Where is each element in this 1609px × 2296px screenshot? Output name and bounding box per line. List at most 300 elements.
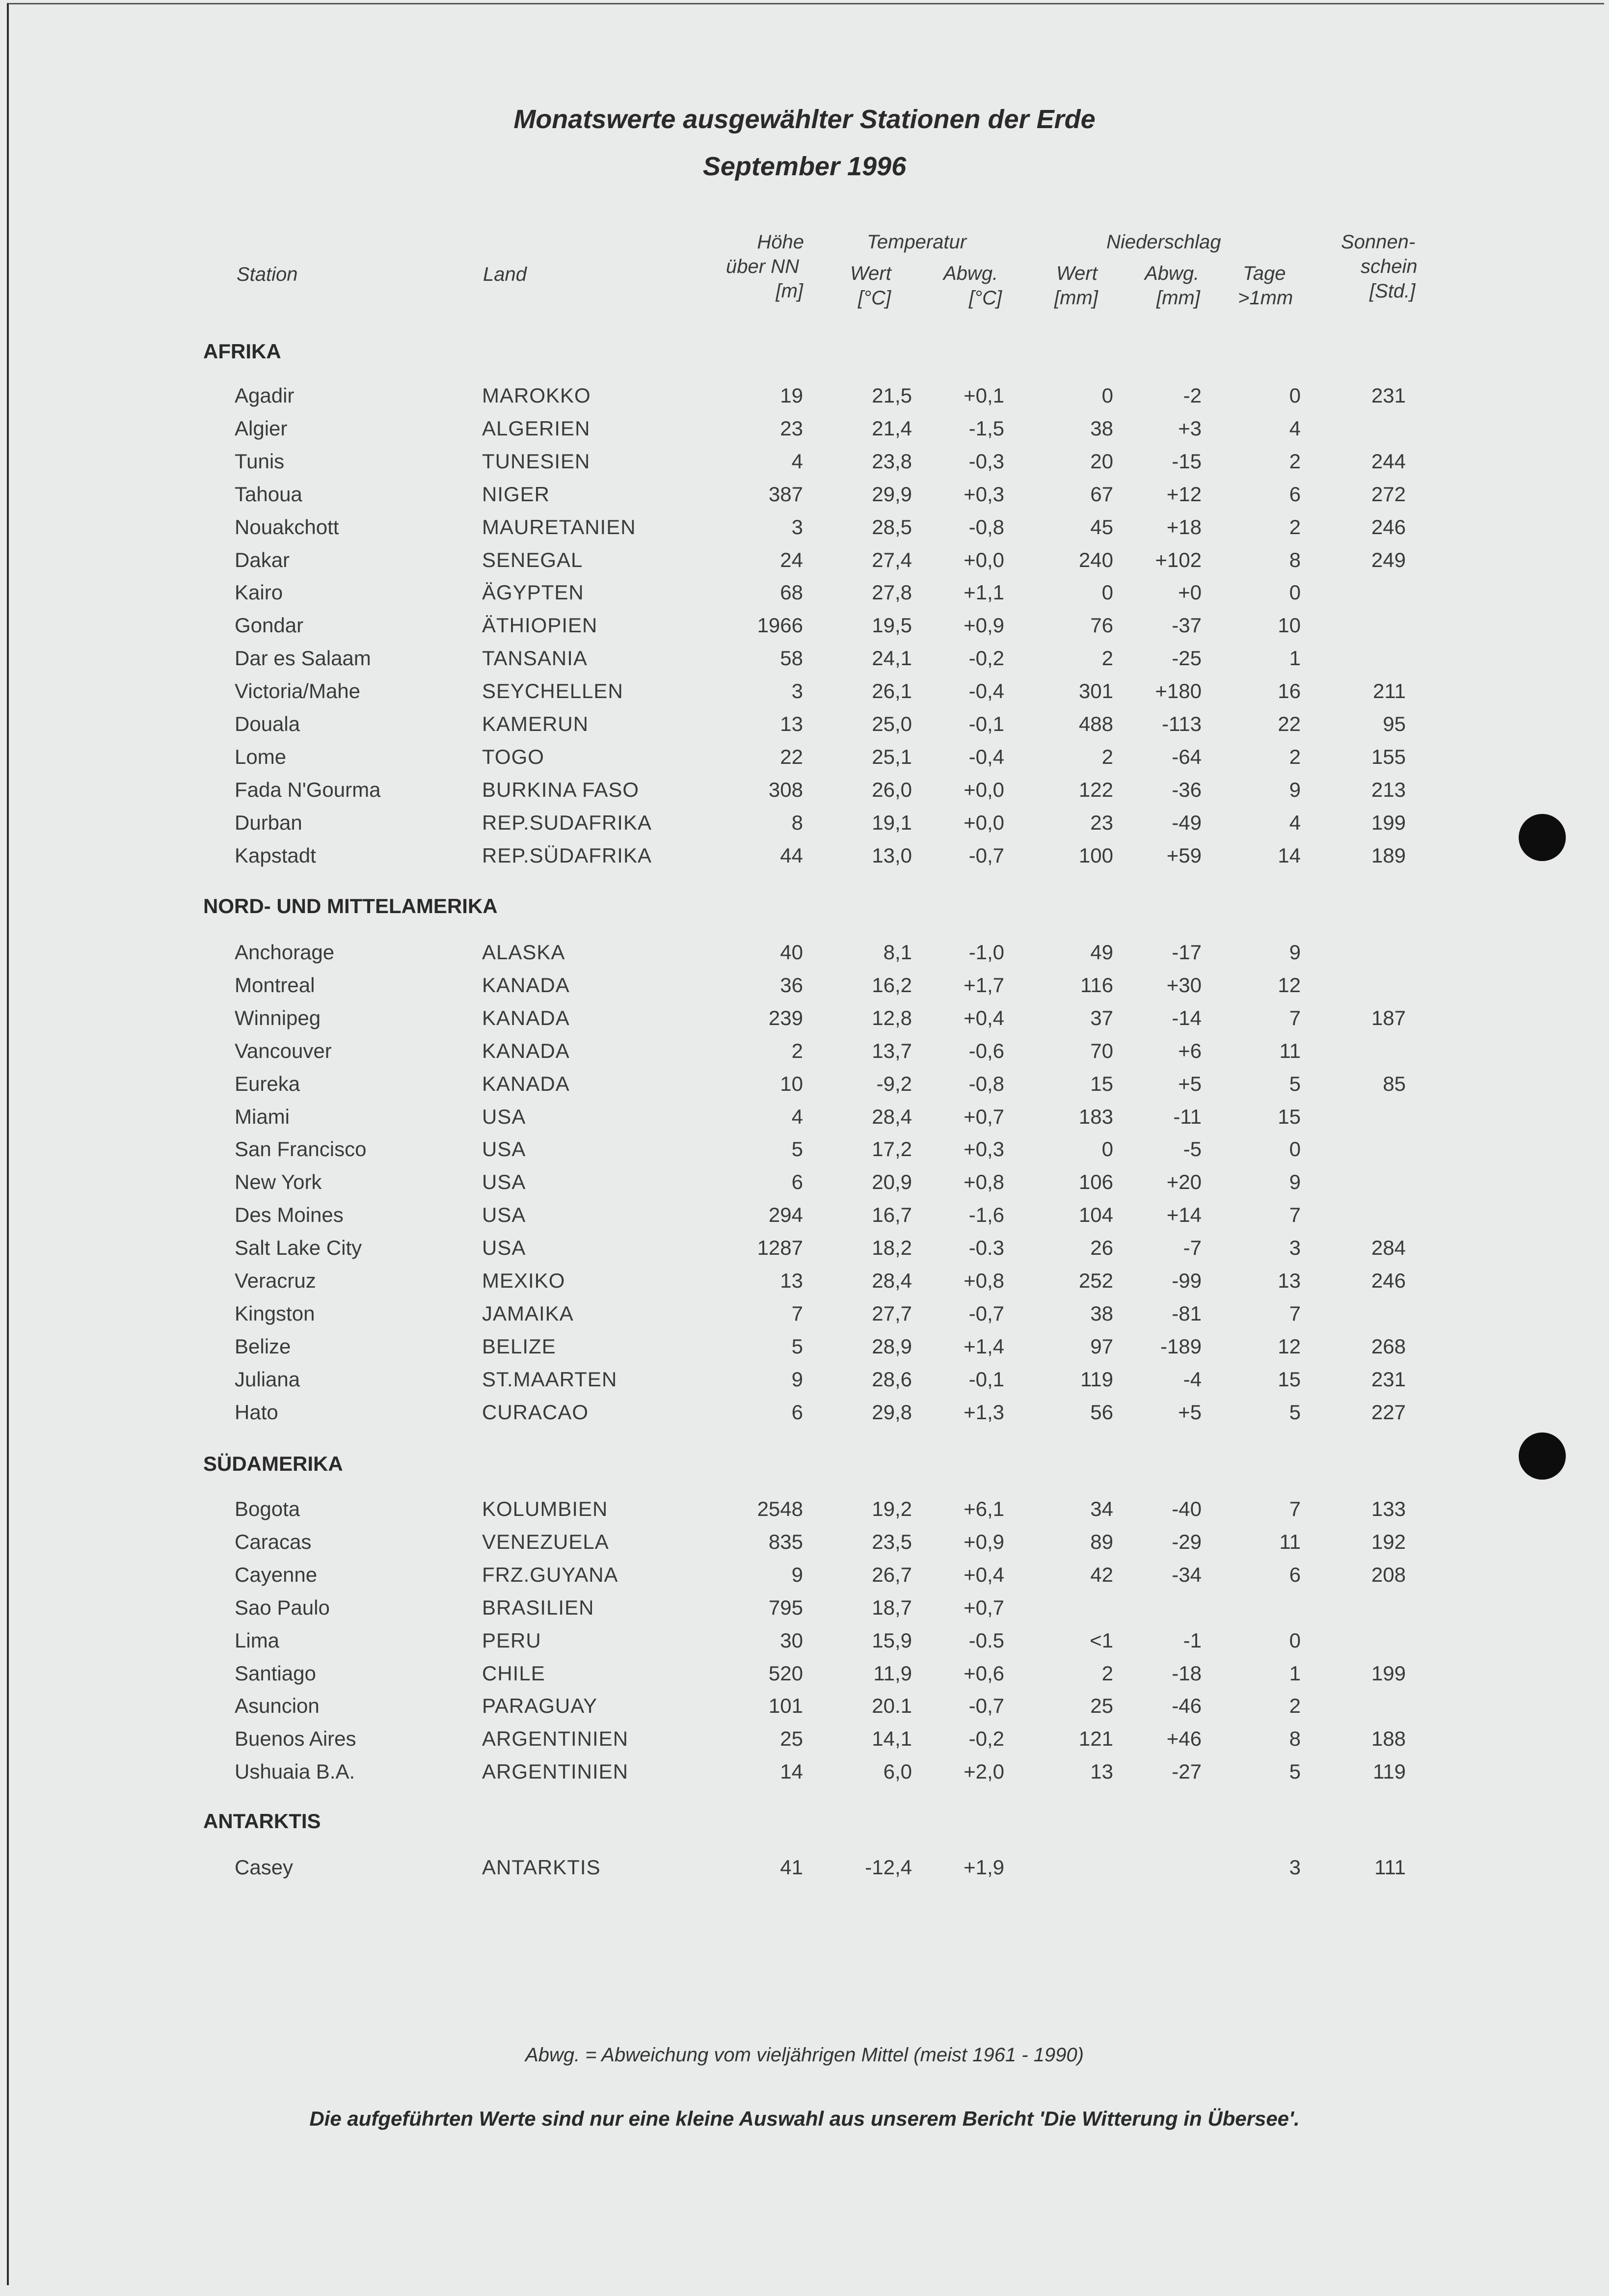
rain-days: 9: [1289, 941, 1301, 964]
table-row: [0, 1727, 1609, 1759]
table-row: [0, 1236, 1609, 1269]
temp-value: 20.1: [872, 1694, 912, 1717]
precip-value: 38: [1090, 1302, 1113, 1325]
rain-days: 5: [1289, 1072, 1301, 1095]
sunshine-hours: 199: [1371, 811, 1406, 834]
table-row: [0, 1170, 1609, 1203]
station-name: Dakar: [235, 548, 290, 571]
precip-value: 42: [1090, 1563, 1113, 1586]
temp-value: 27,8: [872, 581, 912, 604]
precip-value: 67: [1090, 483, 1113, 506]
table-row: [0, 1596, 1609, 1628]
altitude: 22: [780, 745, 803, 768]
temp-deviation: +1,9: [964, 1856, 1004, 1879]
temp-value: 20,9: [872, 1170, 912, 1193]
rain-days: 4: [1289, 811, 1301, 834]
precip-deviation: -34: [1172, 1563, 1202, 1586]
table-row: [0, 417, 1609, 449]
altitude: 1287: [757, 1236, 803, 1259]
temp-value: 8,1: [883, 941, 912, 964]
sunshine-hours: 95: [1383, 712, 1406, 735]
station-name: Sao Paulo: [235, 1596, 330, 1619]
temp-deviation: -0,4: [968, 745, 1004, 768]
header-land: Land: [483, 264, 527, 285]
table-row: [0, 1203, 1609, 1236]
temp-value: 25,0: [872, 712, 912, 735]
precip-value: 56: [1090, 1401, 1113, 1424]
country: USA: [482, 1203, 526, 1226]
altitude: 8: [791, 811, 803, 834]
region-heading: ANTARKTIS: [203, 1810, 321, 1833]
rain-days: 16: [1278, 679, 1301, 702]
table-row: [0, 581, 1609, 613]
rain-days: 6: [1289, 1563, 1301, 1586]
rain-days: 7: [1289, 1497, 1301, 1520]
table-row: [0, 1760, 1609, 1792]
temp-deviation: +0,7: [964, 1596, 1004, 1619]
temp-value: 19,5: [872, 614, 912, 637]
table-row: [0, 483, 1609, 515]
precip-deviation: -5: [1183, 1137, 1202, 1161]
rain-days: 7: [1289, 1006, 1301, 1029]
temp-value: 28,9: [872, 1335, 912, 1358]
table-row: [0, 1694, 1609, 1727]
country: PARAGUAY: [482, 1694, 598, 1717]
temp-deviation: +0,8: [964, 1269, 1004, 1292]
station-name: Lome: [235, 745, 287, 768]
temp-value: -9,2: [876, 1072, 912, 1095]
precip-value: 240: [1078, 548, 1113, 571]
country: TANSANIA: [482, 647, 588, 670]
precip-value: 106: [1078, 1170, 1113, 1193]
altitude: 795: [768, 1596, 803, 1619]
region-heading: NORD- UND MITTELAMERIKA: [203, 894, 498, 918]
altitude: 294: [768, 1203, 803, 1226]
altitude: 835: [768, 1530, 803, 1553]
rain-days: 15: [1278, 1105, 1301, 1128]
rain-days: 3: [1289, 1856, 1301, 1879]
precip-deviation: -36: [1172, 778, 1202, 801]
temp-deviation: +1,7: [964, 973, 1004, 997]
table-row: [0, 450, 1609, 482]
temp-value: 15,9: [872, 1629, 912, 1652]
precip-deviation: -14: [1172, 1006, 1202, 1029]
temp-value: 29,9: [872, 483, 912, 506]
altitude: 101: [768, 1694, 803, 1717]
precip-deviation: -15: [1172, 450, 1202, 473]
table-row: [0, 1006, 1609, 1039]
table-row: [0, 973, 1609, 1006]
temp-value: 16,2: [872, 973, 912, 997]
table-row: [0, 384, 1609, 416]
region-heading: AFRIKA: [203, 340, 281, 363]
precip-deviation: -29: [1172, 1530, 1202, 1553]
temp-deviation: -0.5: [968, 1629, 1004, 1652]
temp-value: 26,1: [872, 679, 912, 702]
precip-deviation: +20: [1166, 1170, 1202, 1193]
country: BURKINA FASO: [482, 778, 640, 801]
country: SENEGAL: [482, 548, 583, 571]
table-row: [0, 941, 1609, 973]
remark: Die aufgeführten Werte sind nur eine kleine Auswahl aus unserem Bericht 'Die Witterung in Übersee'.: [309, 2107, 1300, 2130]
precip-deviation: +5: [1178, 1401, 1202, 1424]
precip-value: 26: [1090, 1236, 1113, 1259]
temp-deviation: -0,8: [968, 1072, 1004, 1095]
sunshine-hours: 111: [1374, 1856, 1406, 1879]
table-row: [0, 1629, 1609, 1661]
altitude: 3: [791, 679, 803, 702]
country: ST.MAARTEN: [482, 1368, 617, 1391]
precip-value: 23: [1090, 811, 1113, 834]
temp-value: 14,1: [872, 1727, 912, 1750]
temp-deviation: +0,3: [964, 1137, 1004, 1161]
altitude: 58: [780, 647, 803, 670]
precip-value: 45: [1090, 515, 1113, 539]
rain-days: 4: [1289, 417, 1301, 440]
rain-days: 7: [1289, 1203, 1301, 1226]
precip-value: 2: [1101, 745, 1113, 768]
temp-deviation: -1,6: [968, 1203, 1004, 1226]
temp-value: 24,1: [872, 647, 912, 670]
country: ÄTHIOPIEN: [482, 614, 598, 637]
altitude: 2548: [757, 1497, 803, 1520]
rain-days: 2: [1289, 450, 1301, 473]
header-temp-wert-2: [°C]: [858, 287, 891, 309]
rain-days: 2: [1289, 745, 1301, 768]
precip-deviation: +59: [1166, 844, 1202, 867]
country: PERU: [482, 1629, 541, 1652]
table-row: [0, 1530, 1609, 1563]
temp-deviation: +1,3: [964, 1401, 1004, 1424]
temp-value: 28,6: [872, 1368, 912, 1391]
temp-value: 21,5: [872, 384, 912, 407]
altitude: 30: [780, 1629, 803, 1652]
precip-deviation: -11: [1173, 1105, 1202, 1128]
table-row: [0, 844, 1609, 876]
table-row: [0, 614, 1609, 646]
temp-deviation: +0,0: [964, 778, 1004, 801]
table-row: [0, 1269, 1609, 1301]
country: KANADA: [482, 1072, 570, 1095]
temp-deviation: +0,4: [964, 1563, 1004, 1586]
header-sonne-3: [Std.]: [1369, 280, 1416, 302]
temp-value: 18,2: [872, 1236, 912, 1259]
temp-deviation: +0,0: [964, 811, 1004, 834]
table-row: [0, 1137, 1609, 1170]
temp-deviation: -0,1: [968, 712, 1004, 735]
precip-value: 121: [1078, 1727, 1113, 1750]
rain-days: 0: [1289, 1629, 1301, 1652]
table-row: [0, 1856, 1609, 1888]
precip-value: 116: [1080, 973, 1113, 997]
precip-value: 15: [1090, 1072, 1113, 1095]
precip-value: 34: [1090, 1497, 1113, 1520]
precip-deviation: -37: [1172, 614, 1202, 637]
country: ARGENTINIEN: [482, 1760, 629, 1783]
sunshine-hours: 227: [1371, 1401, 1406, 1424]
precip-deviation: +5: [1178, 1072, 1202, 1095]
country: ARGENTINIEN: [482, 1727, 629, 1750]
temp-value: 28,4: [872, 1269, 912, 1292]
country: REP.SUDAFRIKA: [482, 811, 652, 834]
station-name: Veracruz: [235, 1269, 316, 1292]
country: TOGO: [482, 745, 544, 768]
country: KANADA: [482, 1006, 570, 1029]
precip-value: <1: [1090, 1629, 1113, 1652]
rain-days: 10: [1278, 614, 1301, 637]
altitude: 24: [780, 548, 803, 571]
station-name: Victoria/Mahe: [235, 679, 361, 702]
rain-days: 9: [1289, 1170, 1301, 1193]
altitude: 1966: [757, 614, 803, 637]
table-row: [0, 1401, 1609, 1433]
country: TUNESIEN: [482, 450, 590, 473]
temp-value: 23,8: [872, 450, 912, 473]
station-name: Bogota: [235, 1497, 300, 1520]
station-name: Algier: [235, 417, 288, 440]
country: USA: [482, 1236, 526, 1259]
temp-deviation: -0,7: [968, 844, 1004, 867]
country: KANADA: [482, 973, 570, 997]
precip-value: 20: [1090, 450, 1113, 473]
header-temp-abwg-1: Abwg.: [943, 263, 998, 284]
document-title: Monatswerte ausgewählter Stationen der Erde: [513, 105, 1096, 134]
altitude: 9: [791, 1563, 803, 1586]
rain-days: 11: [1279, 1530, 1301, 1553]
temp-deviation: -0,4: [968, 679, 1004, 702]
precip-deviation: -25: [1172, 647, 1202, 670]
altitude: 40: [780, 941, 803, 964]
table-row: [0, 647, 1609, 679]
temp-deviation: +0,9: [964, 1530, 1004, 1553]
country: REP.SÜDAFRIKA: [482, 844, 652, 867]
precip-deviation: -7: [1183, 1236, 1202, 1259]
altitude: 6: [791, 1401, 803, 1424]
temp-deviation: +1,4: [964, 1335, 1004, 1358]
rain-days: 12: [1278, 1335, 1301, 1358]
temp-deviation: +2,0: [964, 1760, 1004, 1783]
country: KAMERUN: [482, 712, 589, 735]
rain-days: 9: [1289, 778, 1301, 801]
country: KOLUMBIEN: [482, 1497, 608, 1520]
country: SEYCHELLEN: [482, 679, 623, 702]
rain-days: 0: [1289, 1137, 1301, 1161]
country: ÄGYPTEN: [482, 581, 584, 604]
temp-deviation: +0,6: [964, 1662, 1004, 1685]
station-name: Kairo: [235, 581, 283, 604]
precip-deviation: +12: [1166, 483, 1202, 506]
station-name: Douala: [235, 712, 300, 735]
temp-deviation: -0,2: [968, 647, 1004, 670]
header-nied-wert-2: [mm]: [1054, 287, 1098, 309]
altitude: 5: [791, 1335, 803, 1358]
rain-days: 6: [1289, 483, 1301, 506]
country: BELIZE: [482, 1335, 556, 1358]
temp-deviation: -0,3: [968, 450, 1004, 473]
altitude: 2: [791, 1039, 803, 1062]
precip-value: 122: [1078, 778, 1113, 801]
station-name: Anchorage: [235, 941, 335, 964]
precip-value: 25: [1090, 1694, 1113, 1717]
sunshine-hours: 231: [1371, 384, 1406, 407]
country: BRASILIEN: [482, 1596, 594, 1619]
altitude: 9: [791, 1368, 803, 1391]
temp-deviation: +1,1: [964, 581, 1004, 604]
sunshine-hours: 192: [1371, 1530, 1406, 1553]
precip-value: 0: [1101, 581, 1113, 604]
temp-deviation: -0,2: [968, 1727, 1004, 1750]
precip-deviation: -2: [1183, 384, 1202, 407]
country: MAURETANIEN: [482, 515, 636, 539]
table-row: [0, 1072, 1609, 1105]
country: USA: [482, 1137, 526, 1161]
precip-value: 183: [1078, 1105, 1113, 1128]
country: VENEZUELA: [482, 1530, 609, 1553]
station-name: Hato: [235, 1401, 278, 1424]
altitude: 308: [768, 778, 803, 801]
station-name: Montreal: [235, 973, 315, 997]
rain-days: 2: [1289, 515, 1301, 539]
station-name: Caracas: [235, 1530, 312, 1553]
sunshine-hours: 119: [1373, 1760, 1406, 1783]
altitude: 23: [780, 417, 803, 440]
precip-deviation: -40: [1172, 1497, 1202, 1520]
temp-deviation: -1,5: [968, 417, 1004, 440]
country: ALASKA: [482, 941, 565, 964]
header-tage-1: Tage: [1243, 263, 1286, 284]
precip-value: 2: [1101, 1662, 1113, 1685]
temp-value: -12,4: [865, 1856, 912, 1879]
rain-days: 1: [1289, 1662, 1301, 1685]
header-hoehe-2: über NN: [726, 256, 799, 277]
altitude: 19: [780, 384, 803, 407]
table-row: [0, 1105, 1609, 1137]
rain-days: 8: [1289, 548, 1301, 571]
altitude: 520: [768, 1662, 803, 1685]
altitude: 7: [791, 1302, 803, 1325]
station-name: Kapstadt: [235, 844, 316, 867]
station-name: Eureka: [235, 1072, 300, 1095]
temp-value: 16,7: [872, 1203, 912, 1226]
altitude: 14: [780, 1760, 803, 1783]
rain-days: 15: [1278, 1368, 1301, 1391]
temp-value: 26,7: [872, 1563, 912, 1586]
precip-value: 49: [1090, 941, 1113, 964]
temp-value: 29,8: [872, 1401, 912, 1424]
station-name: Belize: [235, 1335, 291, 1358]
precip-value: 252: [1078, 1269, 1113, 1292]
header-temp-wert-1: Wert: [850, 263, 891, 284]
station-name: Tahoua: [235, 483, 302, 506]
country: CHILE: [482, 1662, 545, 1685]
header-nied-abwg-1: Abwg.: [1145, 263, 1200, 284]
table-row: [0, 745, 1609, 778]
temp-deviation: +0,1: [964, 384, 1004, 407]
temp-value: 26,0: [872, 778, 912, 801]
station-name: Durban: [235, 811, 302, 834]
temp-deviation: +0,3: [964, 483, 1004, 506]
altitude: 4: [791, 1105, 803, 1128]
temp-value: 19,2: [872, 1497, 912, 1520]
document-subtitle: September 1996: [702, 152, 907, 181]
rain-days: 11: [1279, 1039, 1301, 1062]
header-temperatur: Temperatur: [867, 231, 967, 253]
temp-deviation: -0.3: [968, 1236, 1004, 1259]
rain-days: 1: [1289, 647, 1301, 670]
table-row: [0, 1497, 1609, 1530]
temp-value: 25,1: [872, 745, 912, 768]
precip-value: 13: [1090, 1760, 1113, 1783]
sunshine-hours: 244: [1371, 450, 1406, 473]
table-row: [0, 811, 1609, 843]
rain-days: 7: [1289, 1302, 1301, 1325]
precip-deviation: -64: [1172, 745, 1202, 768]
station-name: Buenos Aires: [235, 1727, 356, 1750]
altitude: 44: [780, 844, 803, 867]
table-row: [0, 1563, 1609, 1595]
country: KANADA: [482, 1039, 570, 1062]
station-name: New York: [235, 1170, 322, 1193]
temp-value: 28,5: [872, 515, 912, 539]
header-sonne-2: schein: [1361, 256, 1418, 277]
temp-value: 6,0: [883, 1760, 912, 1783]
temp-deviation: +0,7: [964, 1105, 1004, 1128]
rain-days: 14: [1278, 844, 1301, 867]
altitude: 239: [768, 1006, 803, 1029]
station-name: Nouakchott: [235, 515, 339, 539]
sunshine-hours: 211: [1373, 679, 1406, 702]
region-heading: SÜDAMERIKA: [203, 1452, 343, 1475]
precip-value: 0: [1101, 384, 1113, 407]
precip-deviation: +102: [1155, 548, 1202, 571]
precip-deviation: -46: [1172, 1694, 1202, 1717]
country: JAMAIKA: [482, 1302, 574, 1325]
temp-deviation: +0,9: [964, 614, 1004, 637]
station-name: Tunis: [235, 450, 285, 473]
rain-days: 3: [1289, 1236, 1301, 1259]
precip-value: 2: [1101, 647, 1113, 670]
precip-value: 488: [1078, 712, 1113, 735]
sunshine-hours: 189: [1371, 844, 1406, 867]
station-name: Dar es Salaam: [235, 647, 371, 670]
precip-deviation: +6: [1178, 1039, 1202, 1062]
altitude: 10: [780, 1072, 803, 1095]
precip-value: 38: [1090, 417, 1113, 440]
sunshine-hours: 199: [1371, 1662, 1406, 1685]
sunshine-hours: 284: [1371, 1236, 1406, 1259]
table-row: [0, 548, 1609, 581]
table-row: [0, 1039, 1609, 1072]
country: MEXIKO: [482, 1269, 565, 1292]
precip-value: 37: [1090, 1006, 1113, 1029]
temp-deviation: -0,1: [968, 1368, 1004, 1391]
precip-deviation: +18: [1166, 515, 1202, 539]
rain-days: 12: [1278, 973, 1301, 997]
country: CURACAO: [482, 1401, 589, 1424]
precip-value: 89: [1090, 1530, 1113, 1553]
table-row: [0, 515, 1609, 548]
precip-value: 70: [1090, 1039, 1113, 1062]
altitude: 13: [780, 1269, 803, 1292]
precip-value: 76: [1090, 614, 1113, 637]
rain-days: 5: [1289, 1401, 1301, 1424]
precip-deviation: -27: [1172, 1760, 1202, 1783]
station-name: Vancouver: [235, 1039, 332, 1062]
sunshine-hours: 187: [1371, 1006, 1406, 1029]
temp-deviation: +6,1: [964, 1497, 1004, 1520]
precip-deviation: +30: [1166, 973, 1202, 997]
temp-deviation: +0,4: [964, 1006, 1004, 1029]
